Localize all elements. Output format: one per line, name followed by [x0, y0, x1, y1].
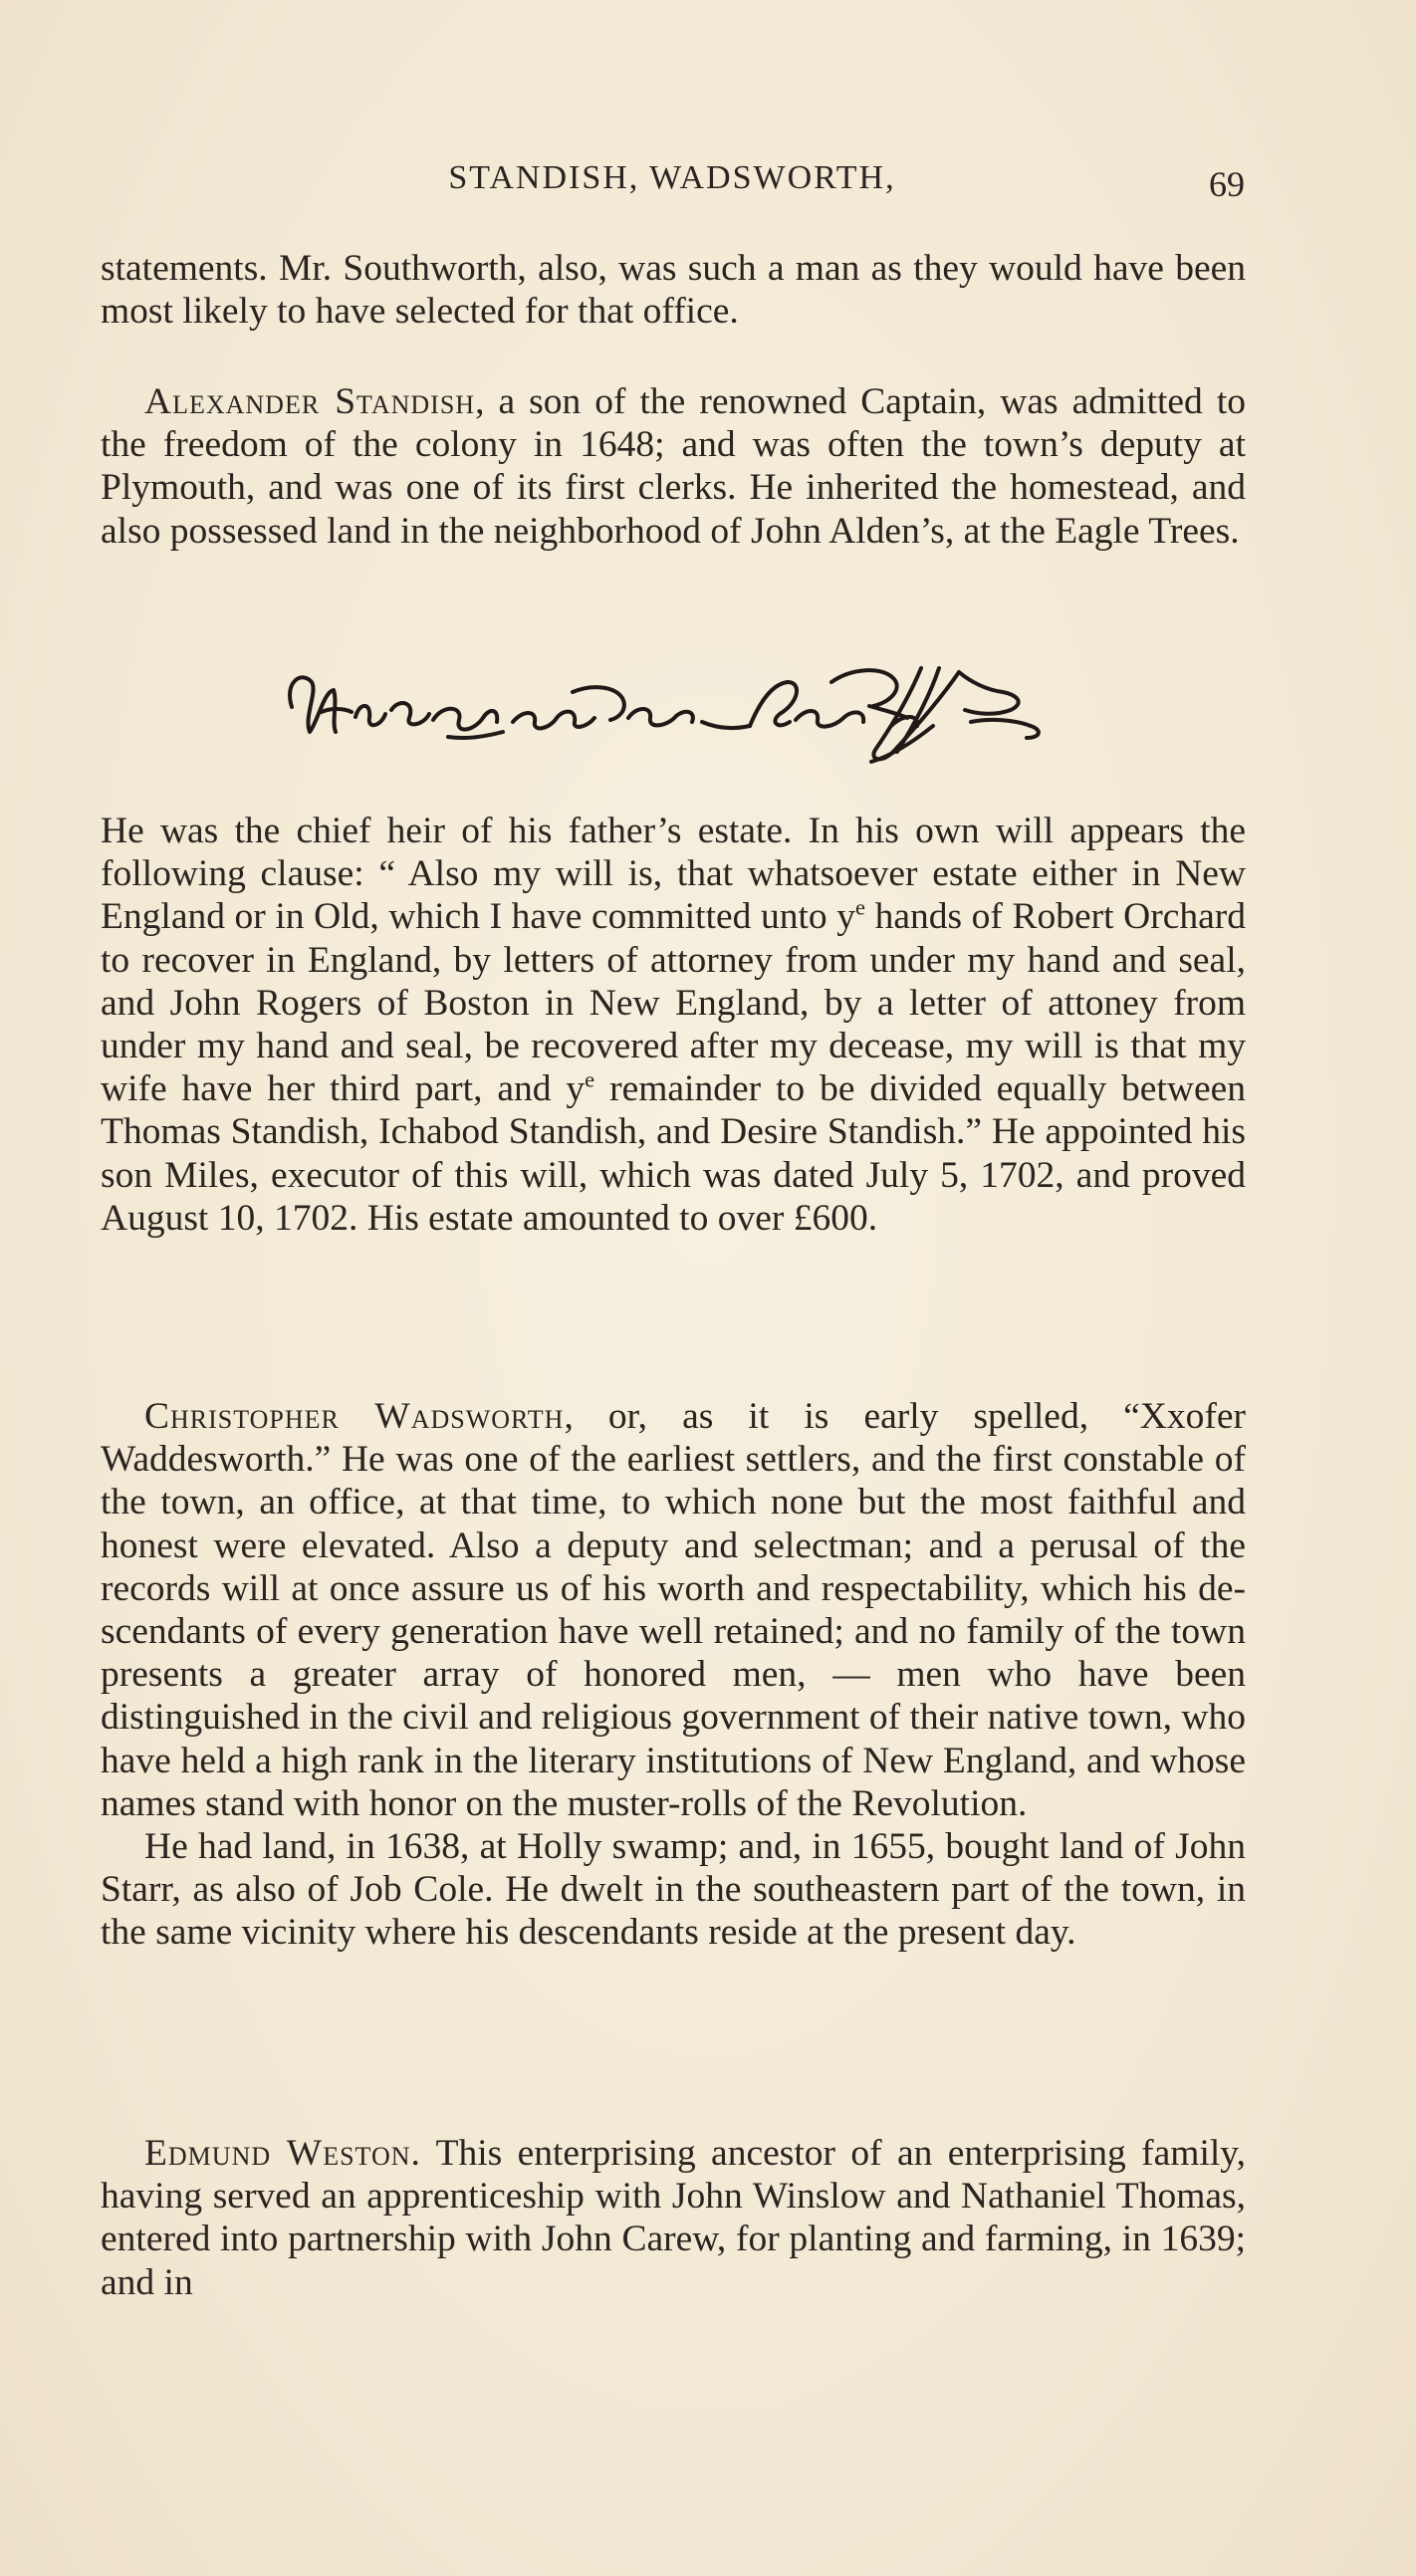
paragraph-will	[101, 810, 1246, 1240]
person-name: Alexander Standish	[144, 381, 476, 422]
paragraph-alexander-standish	[101, 380, 1246, 553]
paragraph-text: , or, as it is early spelled, “Xxofer Waddesworth.” He was one of the earliest settlers, and the first constable of the town, an office, at that time, to which none but the most faithful and honest were elevated. Also a deputy and selectman; and a perusal of the records will at once assure us of his worth and respectability, which his descendants of every generation have well retained; and no family of the town presents a greater array of honored men, — men who have been distinguished in the civil and religious government of their native town, who have held a high rank in the literary institutions of New England, and whose names stand with honor on the muster-rolls of the Revolution.	[101, 1396, 1246, 1824]
page-number: 69	[1209, 164, 1245, 204]
paragraph-text: remainder to be divided equally between Thomas Standish, Ichabod Standish, and Desire Standish.” He appointed his son Miles, executor of this will, which was dated July 5, 1702, and proved August 10, 1702. His estate amounted to over £600.	[101, 1068, 1246, 1239]
text-block-1	[101, 247, 1246, 333]
superscript: e	[585, 1066, 595, 1092]
paragraph-southworth-continued: statements. Mr. Southworth, also, was such a man as they would have been most likely to have selected for that office.	[101, 248, 1246, 333]
superscript: e	[855, 894, 866, 920]
text-block-5	[101, 2132, 1246, 2304]
paragraph-wadsworth-land: He had land, in 1638, at Holly swamp; and, in 1655, bought land of John Starr, as also of Job Cole. He dwelt in the southeastern part of the town, in the same vicinity where his descendants reside at the present day.	[101, 1826, 1246, 1954]
page-header	[100, 159, 1245, 209]
paragraph-text: hands of Robert Orchard to recover in England, by letters of attorney from under my hand and seal, and John Rogers of Boston in New England, by a letter of attoney from under my hand and seal, be recovered after my decease, my will is that my wife have her third part, and y	[101, 896, 1246, 1110]
signature-drawing	[274, 622, 1070, 777]
text-block-2	[101, 380, 1246, 553]
signature-facsimile	[274, 622, 1070, 777]
running-head: STANDISH, WADSWORTH,	[448, 159, 896, 196]
text-block-3	[101, 810, 1246, 1240]
paragraph-text: , a son of the renowned Captain, was admitted to the freedom of the colony in 1648; and was often the town’s deputy at Plymouth, and was one of its first clerks. He inherited the homestead, and also possessed land in the neighborhood of John Alden’s, at the Eagle Trees.	[101, 381, 1246, 552]
person-name: Christopher Wadsworth	[144, 1396, 565, 1437]
person-name: Edmund Weston.	[144, 2133, 421, 2174]
paragraph-christopher-wadsworth	[101, 1395, 1246, 1825]
paragraph-text: He was the chief heir of his father’s estate. In his own will appears the following clause: “ Also my will is, that whatsoever estate either in New England or in Old, which I have committed unto y	[101, 811, 1246, 938]
paragraph-edmund-weston	[101, 2132, 1246, 2304]
text-block-4	[101, 1395, 1246, 1955]
paragraph-text: This enterprising ancestor of an enterprising family, having served an apprenticeship with John Winslow and Nathaniel Thomas, entered into partnership with John Carew, for planting and farming, in 1639; and in	[101, 2133, 1246, 2303]
